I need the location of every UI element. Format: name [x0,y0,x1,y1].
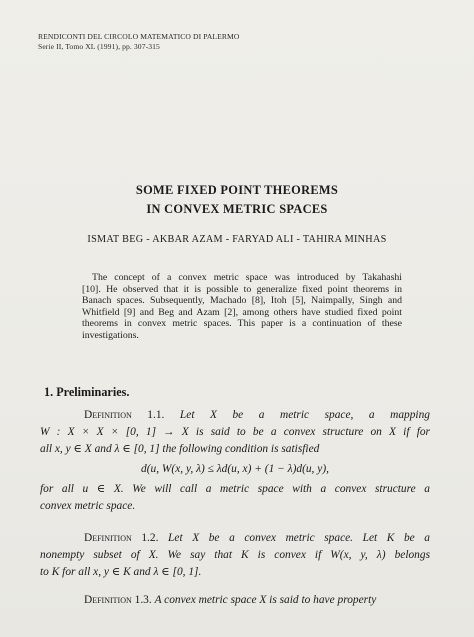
definition-text: Let X be a metric space, a mapping [179,409,430,421]
abstract-line: investigations. [82,329,139,341]
abstract [82,272,402,342]
definition-1-1 [40,407,430,515]
journal-name: RENDICONTI DEL CIRCOLO MATEMATICO DI PALERMO [38,32,240,41]
section-heading: 1. Preliminaries. [44,385,130,399]
definition-text: to K for all x, y ∈ K and λ ∈ [0, 1]. [40,566,202,578]
definition-text: nonempty subset of X. We say that K is convex if W(x, y, λ) belongs [40,549,430,561]
definition-label: Definition 1.2. [84,532,159,544]
abstract-line: [10]. He observed that it is possible to generalize fixed point theorems in [82,283,402,295]
paper-title-line-2: IN CONVEX METRIC SPACES [146,202,328,216]
definition-label: Definition 1.1. [84,409,165,421]
abstract-line: theorems in convex metric spaces. This paper is a continuation of these [82,318,402,330]
paper-title-line-1: SOME FIXED POINT THEOREMS [135,183,339,197]
definition-1-2 [40,530,430,581]
definition-first-line [40,530,430,547]
definition-1-3 [40,592,430,609]
definition-first-line [40,407,430,424]
definition-label: Definition 1.3. [84,594,152,606]
definition-text: for all u ∈ X. We will call a metric space with a convex structure a [40,483,430,495]
definition-text: A convex metric space X is said to have property [154,594,377,606]
definition-formula: d(u, W(x, y, λ) ≤ λd(u, x) + (1 − λ)d(u, y), [141,463,329,475]
abstract-line: Banach spaces. Subsequently, Machado [8], Itoh [5], Naimpally, Singh and [82,295,402,307]
definition-text: convex metric space. [40,500,136,512]
paper-title [0,181,474,219]
definition-first-line [40,592,430,609]
definition-text: all x, y ∈ X and λ ∈ [0, 1] the following condition is satisfied [40,443,320,455]
definition-text: W : X × X × [0, 1] → X is said to be a convex structure on X if for [40,426,430,438]
paper-authors: ISMAT BEG - AKBAR AZAM - FARYAD ALI - TAHIRA MINHAS [87,234,387,245]
definition-text: Let X be a convex metric space. Let K be a [168,532,430,544]
journal-header [38,32,239,52]
journal-series: Serie II, Tomo XL (1991), pp. 307-315 [38,42,160,51]
abstract-line: The concept of a convex metric space was introduced by Takahashi [92,272,402,283]
abstract-line: Whitfield [9] and Beg and Azam [2], among others have studied fixed point [82,306,402,318]
